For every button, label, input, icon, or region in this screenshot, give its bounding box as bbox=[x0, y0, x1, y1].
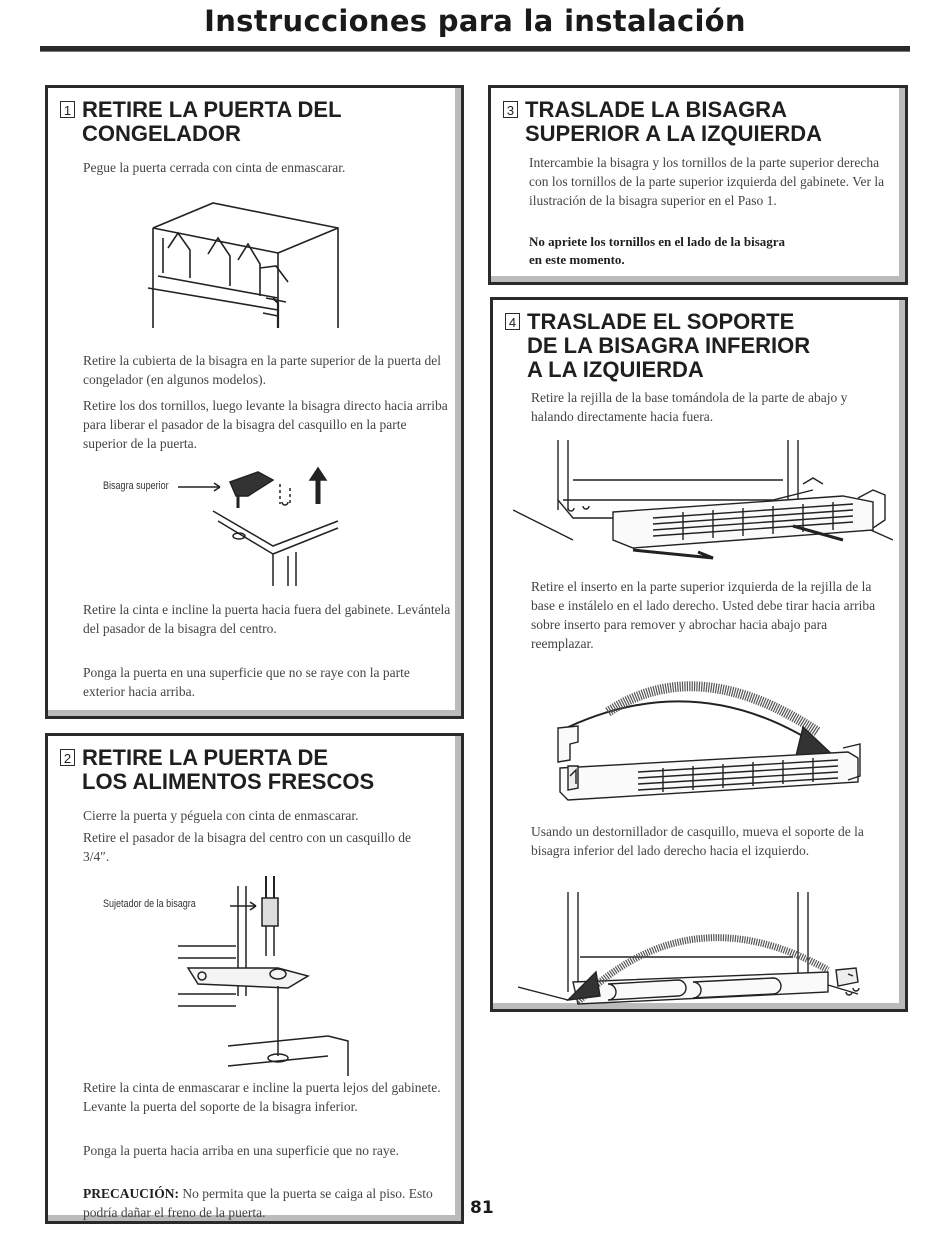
base-grille-removal-illustration bbox=[513, 440, 893, 570]
section-3-panel bbox=[488, 85, 908, 285]
section-1-heading bbox=[60, 98, 450, 148]
heading-line: CONGELADOR bbox=[82, 121, 241, 146]
instruction-text: Retire el pasador de la bisagra del centro con un casquillo de 3/4″. bbox=[83, 830, 412, 864]
warning-note-line: en este momento. bbox=[529, 252, 625, 267]
heading-line: RETIRE LA PUERTA DEL bbox=[82, 97, 342, 122]
section-2-panel bbox=[45, 733, 464, 1224]
page-number: 81 bbox=[470, 1198, 494, 1218]
page-title: Instrucciones para la instalación bbox=[204, 4, 746, 38]
step-number-badge: 4 bbox=[505, 313, 520, 330]
instruction-text: Ponga la puerta en una superficie que no se raye con la parte exterior hacia arriba. bbox=[83, 665, 410, 699]
instruction-text: Ponga la puerta hacia arriba en una superficie que no raye. bbox=[83, 1143, 399, 1158]
instruction-text: Intercambie la bisagra y los tornillos de la parte superior derecha con los tornillos de la parte superior izquierda del gabinete. Ver la ilustración de la bisagra superior en el Paso 1. bbox=[529, 155, 885, 208]
instruction-text: Retire la cinta e incline la puerta hacia fuera del gabinete. Levántela del pasador de la bisagra del centro. bbox=[83, 602, 451, 636]
instruction-text: Retire los dos tornillos, luego levante la bisagra directo hacia arriba para liberar el pasador de la bisagra del casquillo en la parte superior de la puerta. bbox=[83, 398, 448, 451]
instruction-text: Retire la cinta de enmascarar e incline la puerta lejos del gabinete. Levante la puerta del soporte de la bisagra inferior. bbox=[83, 1080, 441, 1114]
top-hinge-illustration bbox=[178, 466, 348, 586]
instruction-text: Retire la rejilla de la base tomándola de la parte de abajo y halando directamente hacia fuera. bbox=[531, 390, 848, 424]
center-hinge-illustration bbox=[178, 876, 358, 1076]
caution-label: PRECAUCIÓN: bbox=[83, 1186, 179, 1201]
instruction-text: Cierre la puerta y péguela con cinta de enmascarar. bbox=[83, 808, 359, 823]
lower-hinge-bracket-illustration bbox=[518, 892, 878, 1010]
freezer-door-tape-illustration bbox=[138, 198, 368, 338]
instruction-text: Retire el inserto en la parte superior izquierda de la rejilla de la base e instálelo en el lado derecho. Usted debe tirar hacia arriba sobre inserto para remover y abrochar hacia abajo para reemplazar. bbox=[531, 579, 876, 651]
heading-line: LOS ALIMENTOS FRESCOS bbox=[82, 769, 375, 794]
heading-line: RETIRE LA PUERTA DE bbox=[82, 745, 329, 770]
section-4-panel bbox=[490, 297, 908, 1012]
section-4-heading bbox=[505, 310, 895, 384]
figure-label: Bisagra superior bbox=[103, 480, 169, 492]
warning-note-line: No apriete los tornillos en el lado de la bisagra bbox=[529, 234, 786, 249]
heading-line: A LA IZQUIERDA bbox=[527, 357, 704, 382]
instruction-text: Retire la cubierta de la bisagra en la parte superior de la puerta del congelador (en algunos modelos). bbox=[83, 353, 441, 387]
caution-body: No permita que la puerta se caiga al piso. Esto podría dañar el freno de la puerta. bbox=[83, 1186, 433, 1220]
grille-insert-move-illustration bbox=[548, 672, 868, 802]
instruction-text: Usando un destornillador de casquillo, mueva el soporte de la bisagra inferior del lado derecho hacia el izquierdo. bbox=[531, 824, 864, 858]
step-number-badge: 3 bbox=[503, 101, 518, 118]
heading-line: SUPERIOR A LA IZQUIERDA bbox=[525, 121, 823, 146]
title-divider bbox=[40, 46, 910, 52]
heading-line: DE LA BISAGRA INFERIOR bbox=[527, 333, 811, 358]
figure-label: Sujetador de la bisagra bbox=[103, 898, 196, 910]
section-2-heading bbox=[60, 746, 450, 796]
section-3-heading bbox=[503, 98, 893, 148]
heading-line: TRASLADE LA BISAGRA bbox=[525, 97, 787, 122]
heading-line: TRASLADE EL SOPORTE bbox=[527, 309, 795, 334]
instruction-text: Pegue la puerta cerrada con cinta de enmascarar. bbox=[83, 160, 346, 175]
step-number-badge: 2 bbox=[60, 749, 75, 766]
section-1-panel bbox=[45, 85, 464, 719]
caution-text bbox=[83, 1184, 453, 1222]
step-number-badge: 1 bbox=[60, 101, 75, 118]
